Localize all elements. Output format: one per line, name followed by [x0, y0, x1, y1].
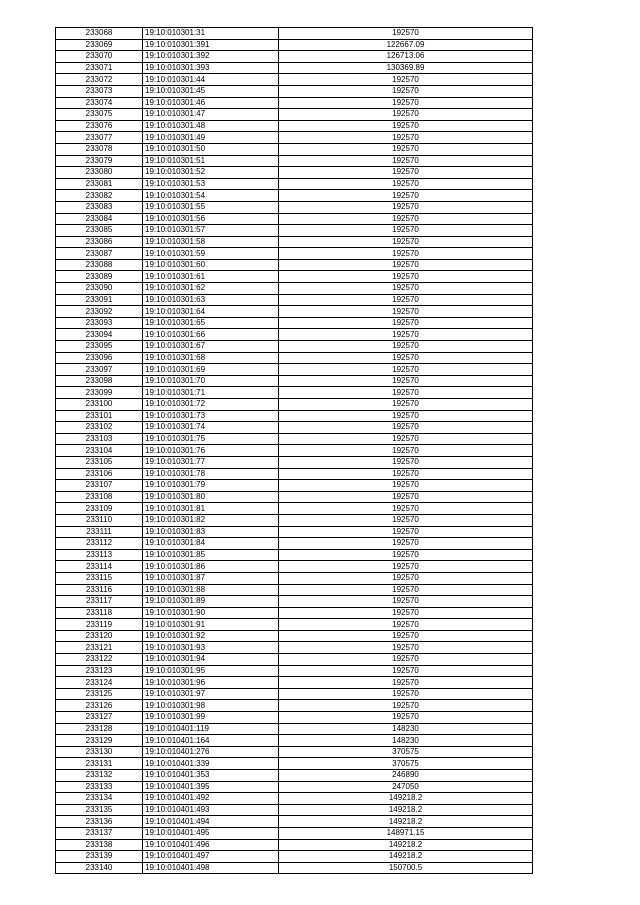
row-id-cell: 233121 — [56, 642, 143, 654]
value-cell: 149218.2 — [279, 804, 533, 816]
table-row — [56, 456, 533, 468]
table-row — [56, 387, 533, 399]
row-id-cell: 233120 — [56, 630, 143, 642]
table-row — [56, 572, 533, 584]
row-id-cell: 233115 — [56, 572, 143, 584]
cadastral-number-cell: 19:10:010301:75 — [143, 433, 279, 445]
row-id-cell: 233090 — [56, 283, 143, 295]
table-row — [56, 607, 533, 619]
row-id-cell: 233093 — [56, 317, 143, 329]
table-row — [56, 167, 533, 179]
cadastral-number-cell: 19:10:010301:84 — [143, 538, 279, 550]
value-cell: 192570 — [279, 341, 533, 353]
table-row — [56, 143, 533, 155]
row-id-cell: 233105 — [56, 456, 143, 468]
cadastral-number-cell: 19:10:010301:48 — [143, 120, 279, 132]
row-id-cell: 233080 — [56, 167, 143, 179]
value-cell: 192570 — [279, 677, 533, 689]
cadastral-number-cell: 19:10:010301:31 — [143, 28, 279, 40]
table-row — [56, 271, 533, 283]
table-row — [56, 248, 533, 260]
row-id-cell: 233091 — [56, 294, 143, 306]
cadastral-number-cell: 19:10:010401:494 — [143, 816, 279, 828]
value-cell: 192570 — [279, 514, 533, 526]
row-id-cell: 233088 — [56, 259, 143, 271]
cadastral-number-cell: 19:10:010301:90 — [143, 607, 279, 619]
cadastral-number-cell: 19:10:010301:54 — [143, 190, 279, 202]
table-row — [56, 178, 533, 190]
row-id-cell: 233098 — [56, 375, 143, 387]
value-cell: 192570 — [279, 74, 533, 86]
value-cell: 148230 — [279, 723, 533, 735]
row-id-cell: 233112 — [56, 538, 143, 550]
value-cell: 192570 — [279, 329, 533, 341]
table-row — [56, 839, 533, 851]
cadastral-number-cell: 19:10:010301:95 — [143, 665, 279, 677]
cadastral-number-cell: 19:10:010301:63 — [143, 294, 279, 306]
row-id-cell: 233127 — [56, 712, 143, 724]
row-id-cell: 233139 — [56, 851, 143, 863]
row-id-cell: 233081 — [56, 178, 143, 190]
document-page — [55, 27, 532, 874]
value-cell: 192570 — [279, 596, 533, 608]
table-row — [56, 352, 533, 364]
cadastral-number-cell: 19:10:010301:88 — [143, 584, 279, 596]
value-cell: 192570 — [279, 85, 533, 97]
cadastral-number-cell: 19:10:010401:119 — [143, 723, 279, 735]
cadastral-number-cell: 19:10:010301:68 — [143, 352, 279, 364]
table-row — [56, 341, 533, 353]
cadastral-number-cell: 19:10:010301:94 — [143, 654, 279, 666]
cadastral-number-cell: 19:10:010301:53 — [143, 178, 279, 190]
row-id-cell: 233070 — [56, 51, 143, 63]
row-id-cell: 233126 — [56, 700, 143, 712]
table-row — [56, 735, 533, 747]
table-row — [56, 109, 533, 121]
table-row — [56, 120, 533, 132]
row-id-cell: 233111 — [56, 526, 143, 538]
row-id-cell: 233107 — [56, 480, 143, 492]
table-row — [56, 677, 533, 689]
value-cell: 192570 — [279, 236, 533, 248]
table-row — [56, 700, 533, 712]
cadastral-number-cell: 19:10:010401:492 — [143, 793, 279, 805]
value-cell: 192570 — [279, 120, 533, 132]
value-cell: 370575 — [279, 746, 533, 758]
value-cell: 192570 — [279, 259, 533, 271]
cadastral-number-cell: 19:10:010301:50 — [143, 143, 279, 155]
cadastral-number-cell: 19:10:010301:56 — [143, 213, 279, 225]
row-id-cell: 233122 — [56, 654, 143, 666]
cadastral-number-cell: 19:10:010301:52 — [143, 167, 279, 179]
row-id-cell: 233135 — [56, 804, 143, 816]
table-row — [56, 85, 533, 97]
value-cell: 192570 — [279, 642, 533, 654]
table-row — [56, 642, 533, 654]
row-id-cell: 233124 — [56, 677, 143, 689]
value-cell: 192570 — [279, 271, 533, 283]
value-cell: 149218.2 — [279, 793, 533, 805]
cadastral-number-cell: 19:10:010301:80 — [143, 491, 279, 503]
table-row — [56, 549, 533, 561]
table-row — [56, 364, 533, 376]
value-cell: 192570 — [279, 155, 533, 167]
value-cell: 192570 — [279, 97, 533, 109]
table-row — [56, 51, 533, 63]
table-row — [56, 712, 533, 724]
cadastral-number-cell: 19:10:010301:55 — [143, 201, 279, 213]
cadastral-number-cell: 19:10:010401:339 — [143, 758, 279, 770]
cadastral-number-cell: 19:10:010301:86 — [143, 561, 279, 573]
row-id-cell: 233082 — [56, 190, 143, 202]
row-id-cell: 233134 — [56, 793, 143, 805]
row-id-cell: 233084 — [56, 213, 143, 225]
row-id-cell: 233073 — [56, 85, 143, 97]
table-row — [56, 630, 533, 642]
cadastral-number-cell: 19:10:010301:83 — [143, 526, 279, 538]
cadastral-number-cell: 19:10:010301:64 — [143, 306, 279, 318]
cadastral-number-cell: 19:10:010301:392 — [143, 51, 279, 63]
table-row — [56, 294, 533, 306]
value-cell: 192570 — [279, 480, 533, 492]
row-id-cell: 233109 — [56, 503, 143, 515]
value-cell: 192570 — [279, 665, 533, 677]
value-cell: 192570 — [279, 387, 533, 399]
row-id-cell: 233129 — [56, 735, 143, 747]
table-body — [56, 28, 533, 874]
table-row — [56, 97, 533, 109]
table-row — [56, 561, 533, 573]
row-id-cell: 233097 — [56, 364, 143, 376]
value-cell: 192570 — [279, 468, 533, 480]
table-row — [56, 480, 533, 492]
value-cell: 192570 — [279, 456, 533, 468]
table-row — [56, 584, 533, 596]
table-row — [56, 201, 533, 213]
value-cell: 246890 — [279, 770, 533, 782]
row-id-cell: 233071 — [56, 62, 143, 74]
row-id-cell: 233123 — [56, 665, 143, 677]
table-row — [56, 827, 533, 839]
cadastral-number-cell: 19:10:010401:493 — [143, 804, 279, 816]
cadastral-number-cell: 19:10:010401:276 — [143, 746, 279, 758]
value-cell: 370575 — [279, 758, 533, 770]
value-cell: 192570 — [279, 630, 533, 642]
row-id-cell: 233092 — [56, 306, 143, 318]
row-id-cell: 233074 — [56, 97, 143, 109]
table-row — [56, 445, 533, 457]
cadastral-number-cell: 19:10:010301:99 — [143, 712, 279, 724]
value-cell: 192570 — [279, 178, 533, 190]
row-id-cell: 233113 — [56, 549, 143, 561]
table-row — [56, 468, 533, 480]
table-row — [56, 746, 533, 758]
data-table — [55, 27, 533, 874]
table-row — [56, 329, 533, 341]
table-row — [56, 236, 533, 248]
table-row — [56, 410, 533, 422]
row-id-cell: 233075 — [56, 109, 143, 121]
value-cell: 192570 — [279, 306, 533, 318]
cadastral-number-cell: 19:10:010301:51 — [143, 155, 279, 167]
cadastral-number-cell: 19:10:010301:85 — [143, 549, 279, 561]
value-cell: 247050 — [279, 781, 533, 793]
value-cell: 192570 — [279, 213, 533, 225]
table-row — [56, 132, 533, 144]
row-id-cell: 233114 — [56, 561, 143, 573]
table-row — [56, 422, 533, 434]
row-id-cell: 233110 — [56, 514, 143, 526]
row-id-cell: 233089 — [56, 271, 143, 283]
value-cell: 192570 — [279, 433, 533, 445]
row-id-cell: 233133 — [56, 781, 143, 793]
row-id-cell: 233095 — [56, 341, 143, 353]
row-id-cell: 233077 — [56, 132, 143, 144]
row-id-cell: 233136 — [56, 816, 143, 828]
cadastral-number-cell: 19:10:010301:47 — [143, 109, 279, 121]
value-cell: 192570 — [279, 526, 533, 538]
value-cell: 192570 — [279, 294, 533, 306]
row-id-cell: 233076 — [56, 120, 143, 132]
table-row — [56, 770, 533, 782]
value-cell: 122667.09 — [279, 39, 533, 51]
row-id-cell: 233117 — [56, 596, 143, 608]
row-id-cell: 233125 — [56, 688, 143, 700]
table-row — [56, 619, 533, 631]
table-row — [56, 758, 533, 770]
table-row — [56, 190, 533, 202]
cadastral-number-cell: 19:10:010301:93 — [143, 642, 279, 654]
table-row — [56, 793, 533, 805]
table-row — [56, 723, 533, 735]
value-cell: 192570 — [279, 561, 533, 573]
value-cell: 192570 — [279, 688, 533, 700]
value-cell: 192570 — [279, 364, 533, 376]
row-id-cell: 233118 — [56, 607, 143, 619]
table-row — [56, 225, 533, 237]
value-cell: 192570 — [279, 538, 533, 550]
table-row — [56, 514, 533, 526]
table-row — [56, 74, 533, 86]
cadastral-number-cell: 19:10:010401:353 — [143, 770, 279, 782]
row-id-cell: 233140 — [56, 862, 143, 874]
cadastral-number-cell: 19:10:010301:60 — [143, 259, 279, 271]
cadastral-number-cell: 19:10:010301:98 — [143, 700, 279, 712]
value-cell: 192570 — [279, 167, 533, 179]
cadastral-number-cell: 19:10:010301:45 — [143, 85, 279, 97]
value-cell: 192570 — [279, 201, 533, 213]
cadastral-number-cell: 19:10:010401:497 — [143, 851, 279, 863]
row-id-cell: 233096 — [56, 352, 143, 364]
table-row — [56, 375, 533, 387]
row-id-cell: 233085 — [56, 225, 143, 237]
table-row — [56, 259, 533, 271]
cadastral-number-cell: 19:10:010301:73 — [143, 410, 279, 422]
row-id-cell: 233131 — [56, 758, 143, 770]
cadastral-number-cell: 19:10:010401:495 — [143, 827, 279, 839]
row-id-cell: 233138 — [56, 839, 143, 851]
table-row — [56, 433, 533, 445]
row-id-cell: 233102 — [56, 422, 143, 434]
value-cell: 192570 — [279, 375, 533, 387]
table-row — [56, 851, 533, 863]
row-id-cell: 233068 — [56, 28, 143, 40]
row-id-cell: 233079 — [56, 155, 143, 167]
value-cell: 149218.2 — [279, 816, 533, 828]
cadastral-number-cell: 19:10:010301:77 — [143, 456, 279, 468]
row-id-cell: 233072 — [56, 74, 143, 86]
table-row — [56, 213, 533, 225]
value-cell: 192570 — [279, 503, 533, 515]
value-cell: 192570 — [279, 549, 533, 561]
table-row — [56, 39, 533, 51]
value-cell: 126713.06 — [279, 51, 533, 63]
cadastral-number-cell: 19:10:010301:81 — [143, 503, 279, 515]
cadastral-number-cell: 19:10:010401:395 — [143, 781, 279, 793]
value-cell: 192570 — [279, 700, 533, 712]
cadastral-number-cell: 19:10:010301:74 — [143, 422, 279, 434]
cadastral-number-cell: 19:10:010301:97 — [143, 688, 279, 700]
value-cell: 148971.15 — [279, 827, 533, 839]
table-row — [56, 654, 533, 666]
value-cell: 192570 — [279, 445, 533, 457]
table-row — [56, 526, 533, 538]
value-cell: 192570 — [279, 109, 533, 121]
value-cell: 192570 — [279, 248, 533, 260]
row-id-cell: 233132 — [56, 770, 143, 782]
cadastral-number-cell: 19:10:010301:66 — [143, 329, 279, 341]
value-cell: 192570 — [279, 410, 533, 422]
value-cell: 148230 — [279, 735, 533, 747]
table-row — [56, 399, 533, 411]
table-row — [56, 816, 533, 828]
value-cell: 192570 — [279, 491, 533, 503]
cadastral-number-cell: 19:10:010301:76 — [143, 445, 279, 457]
cadastral-number-cell: 19:10:010401:496 — [143, 839, 279, 851]
row-id-cell: 233099 — [56, 387, 143, 399]
table-row — [56, 804, 533, 816]
value-cell: 192570 — [279, 352, 533, 364]
cadastral-number-cell: 19:10:010301:58 — [143, 236, 279, 248]
cadastral-number-cell: 19:10:010401:164 — [143, 735, 279, 747]
row-id-cell: 233130 — [56, 746, 143, 758]
row-id-cell: 233116 — [56, 584, 143, 596]
row-id-cell: 233100 — [56, 399, 143, 411]
value-cell: 192570 — [279, 317, 533, 329]
row-id-cell: 233086 — [56, 236, 143, 248]
table-row — [56, 665, 533, 677]
value-cell: 192570 — [279, 132, 533, 144]
cadastral-number-cell: 19:10:010301:57 — [143, 225, 279, 237]
value-cell: 192570 — [279, 584, 533, 596]
row-id-cell: 233119 — [56, 619, 143, 631]
cadastral-number-cell: 19:10:010301:65 — [143, 317, 279, 329]
value-cell: 192570 — [279, 422, 533, 434]
cadastral-number-cell: 19:10:010301:96 — [143, 677, 279, 689]
cadastral-number-cell: 19:10:010301:391 — [143, 39, 279, 51]
value-cell: 192570 — [279, 399, 533, 411]
cadastral-number-cell: 19:10:010301:49 — [143, 132, 279, 144]
cadastral-number-cell: 19:10:010301:46 — [143, 97, 279, 109]
table-row — [56, 781, 533, 793]
value-cell: 150700.5 — [279, 862, 533, 874]
cadastral-number-cell: 19:10:010301:67 — [143, 341, 279, 353]
value-cell: 149218.2 — [279, 839, 533, 851]
cadastral-number-cell: 19:10:010301:91 — [143, 619, 279, 631]
table-row — [56, 283, 533, 295]
cadastral-number-cell: 19:10:010301:70 — [143, 375, 279, 387]
row-id-cell: 233103 — [56, 433, 143, 445]
value-cell: 192570 — [279, 654, 533, 666]
row-id-cell: 233078 — [56, 143, 143, 155]
cadastral-number-cell: 19:10:010301:62 — [143, 283, 279, 295]
table-row — [56, 688, 533, 700]
cadastral-number-cell: 19:10:010301:71 — [143, 387, 279, 399]
row-id-cell: 233087 — [56, 248, 143, 260]
value-cell: 192570 — [279, 619, 533, 631]
row-id-cell: 233101 — [56, 410, 143, 422]
table-row — [56, 306, 533, 318]
value-cell: 130369.89 — [279, 62, 533, 74]
cadastral-number-cell: 19:10:010401:498 — [143, 862, 279, 874]
row-id-cell: 233108 — [56, 491, 143, 503]
value-cell: 149218.2 — [279, 851, 533, 863]
value-cell: 192570 — [279, 190, 533, 202]
row-id-cell: 233094 — [56, 329, 143, 341]
cadastral-number-cell: 19:10:010301:393 — [143, 62, 279, 74]
cadastral-number-cell: 19:10:010301:59 — [143, 248, 279, 260]
row-id-cell: 233069 — [56, 39, 143, 51]
table-row — [56, 596, 533, 608]
value-cell: 192570 — [279, 712, 533, 724]
cadastral-number-cell: 19:10:010301:82 — [143, 514, 279, 526]
table-row — [56, 317, 533, 329]
value-cell: 192570 — [279, 572, 533, 584]
table-row — [56, 862, 533, 874]
cadastral-number-cell: 19:10:010301:72 — [143, 399, 279, 411]
row-id-cell: 233106 — [56, 468, 143, 480]
cadastral-number-cell: 19:10:010301:89 — [143, 596, 279, 608]
cadastral-number-cell: 19:10:010301:44 — [143, 74, 279, 86]
value-cell: 192570 — [279, 225, 533, 237]
cadastral-number-cell: 19:10:010301:87 — [143, 572, 279, 584]
table-row — [56, 62, 533, 74]
cadastral-number-cell: 19:10:010301:78 — [143, 468, 279, 480]
table-row — [56, 491, 533, 503]
cadastral-number-cell: 19:10:010301:79 — [143, 480, 279, 492]
cadastral-number-cell: 19:10:010301:61 — [143, 271, 279, 283]
value-cell: 192570 — [279, 28, 533, 40]
value-cell: 192570 — [279, 607, 533, 619]
value-cell: 192570 — [279, 143, 533, 155]
table-row — [56, 155, 533, 167]
table-row — [56, 28, 533, 40]
table-row — [56, 538, 533, 550]
row-id-cell: 233104 — [56, 445, 143, 457]
row-id-cell: 233083 — [56, 201, 143, 213]
cadastral-number-cell: 19:10:010301:92 — [143, 630, 279, 642]
table-row — [56, 503, 533, 515]
value-cell: 192570 — [279, 283, 533, 295]
row-id-cell: 233137 — [56, 827, 143, 839]
row-id-cell: 233128 — [56, 723, 143, 735]
cadastral-number-cell: 19:10:010301:69 — [143, 364, 279, 376]
